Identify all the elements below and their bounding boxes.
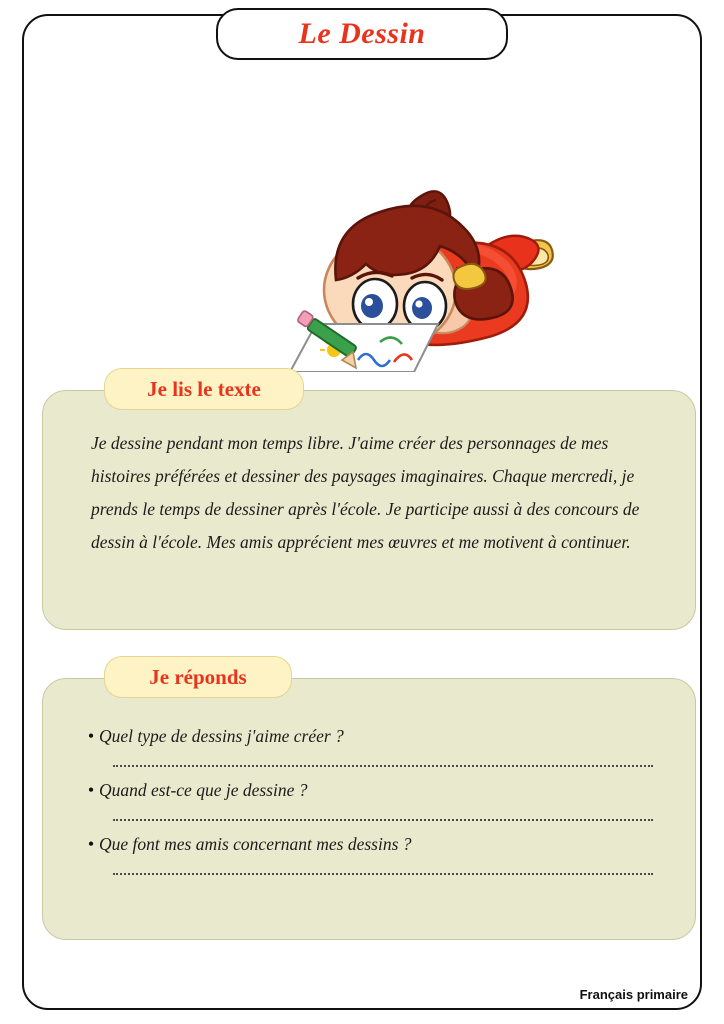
answers-section <box>42 678 696 940</box>
answer-line-1[interactable] <box>113 755 653 767</box>
footer-text: Français primaire <box>579 987 688 1002</box>
page-title: Le Dessin <box>298 17 426 50</box>
questions-list <box>83 723 665 885</box>
answers-section-label <box>104 656 292 698</box>
reading-section-label <box>104 368 304 410</box>
bullet-icon: • <box>87 780 95 800</box>
bullet-icon: • <box>87 726 95 746</box>
question-text: Quel type de dessins j'aime créer ? <box>99 726 344 746</box>
reading-section <box>42 390 696 630</box>
list-item <box>83 777 665 821</box>
reading-text: Je dessine pendant mon temps libre. J'aime créer des personnages de mes histoires préférées et dessiner des paysages imaginaires. Chaque mercredi, je prends le temps de dessiner après l'école. Je participe aussi à des concours de dessin à l'école. Mes amis apprécient mes œuvres et me motivent à continuer. <box>91 433 640 552</box>
question-text: Que font mes amis concernant mes dessins ? <box>99 834 412 854</box>
girl-drawing-illustration <box>230 72 560 372</box>
bullet-icon: • <box>87 834 95 854</box>
list-item <box>83 723 665 767</box>
answers-label-text: Je réponds <box>149 664 247 689</box>
answer-line-3[interactable] <box>113 863 653 875</box>
reading-label-text: Je lis le texte <box>147 376 261 401</box>
answer-line-2[interactable] <box>113 809 653 821</box>
page-title-banner <box>216 8 508 60</box>
question-text: Quand est-ce que je dessine ? <box>99 780 308 800</box>
list-item <box>83 831 665 875</box>
